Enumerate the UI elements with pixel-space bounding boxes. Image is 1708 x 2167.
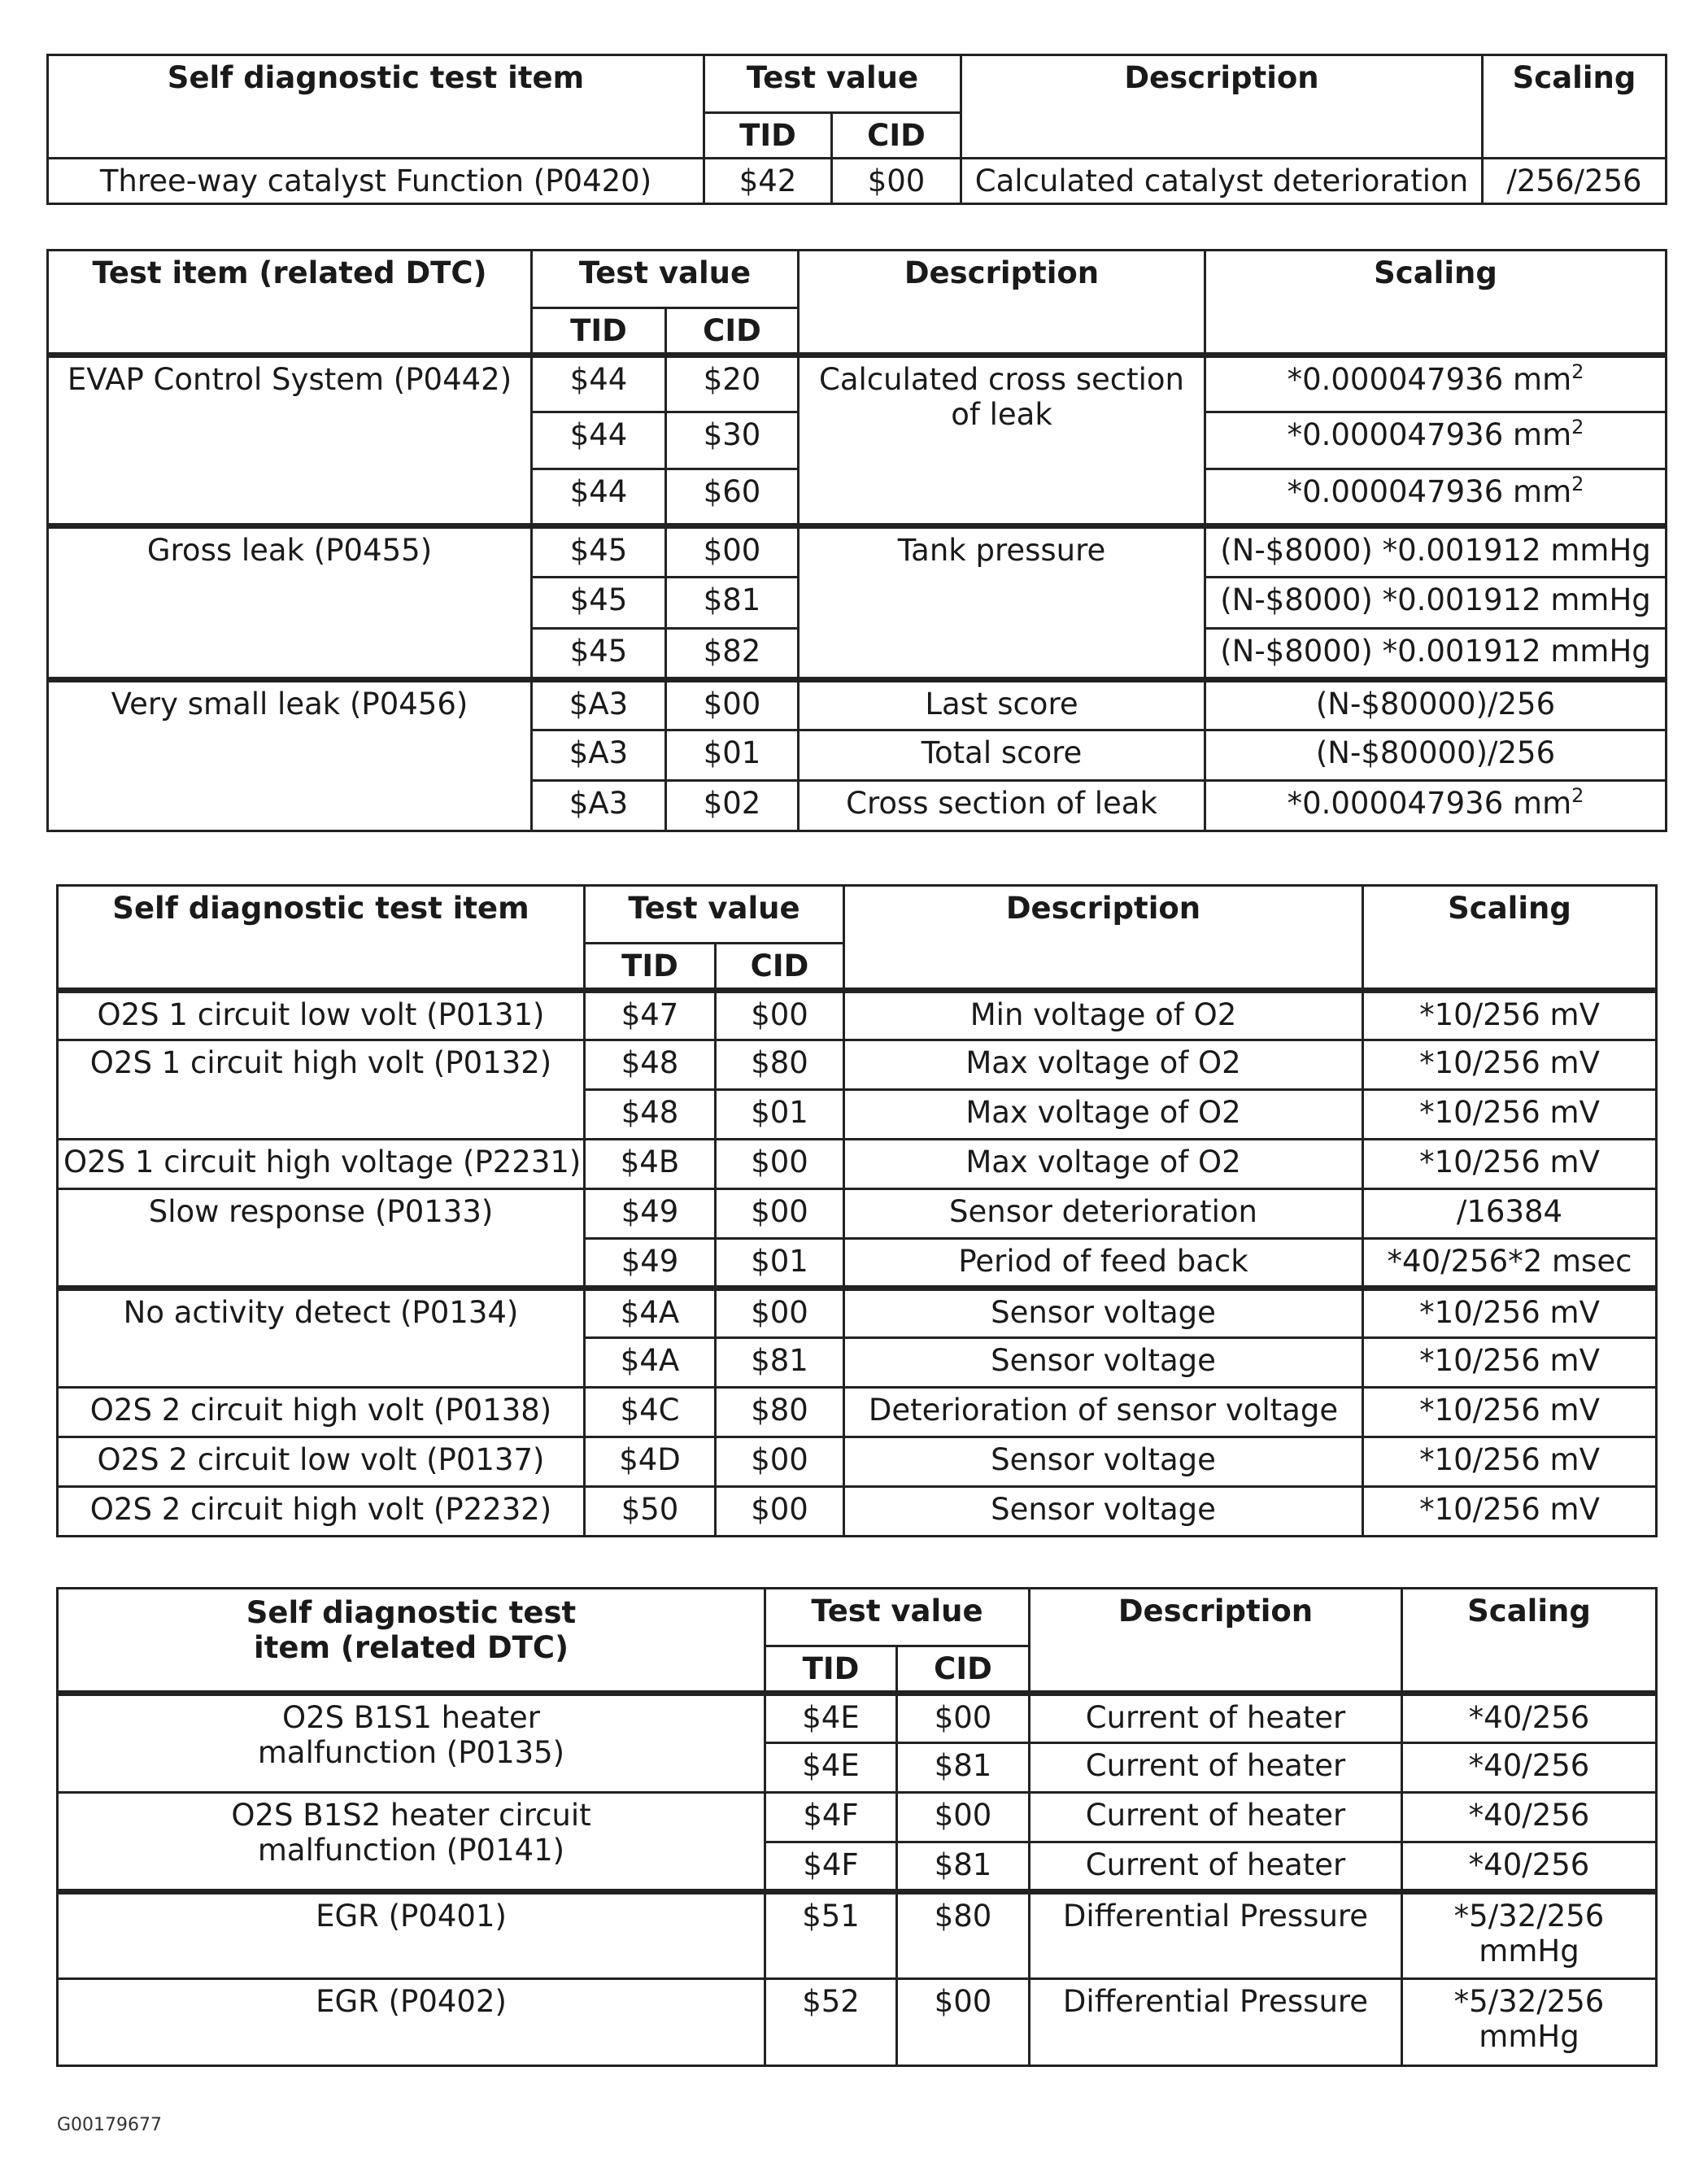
scaling: (N-$80000)/256	[1205, 679, 1667, 730]
header-tid: TID	[585, 944, 716, 991]
table-row	[58, 1040, 1657, 1089]
table-row	[48, 158, 1667, 203]
header-test-value: Test value	[585, 886, 844, 944]
tid-value: $49	[585, 1188, 716, 1238]
cid-value: $80	[897, 1891, 1030, 1978]
table-row	[58, 1486, 1657, 1536]
table-row	[58, 1978, 1657, 2065]
cid-value: $81	[897, 1842, 1030, 1891]
scaling-text: *0.000047936 mm	[1287, 361, 1572, 397]
scaling-exponent: 2	[1571, 783, 1584, 807]
test-item: Three-way catalyst Function (P0420)	[48, 158, 704, 203]
description: Current of heater	[1030, 1742, 1402, 1792]
header-description: Description	[1030, 1589, 1402, 1694]
test-item: Slow response (P0133)	[58, 1188, 585, 1288]
header-tid: TID	[532, 308, 666, 355]
tid-value: $44	[532, 469, 666, 525]
test-item: O2S B1S1 heater malfunction (P0135)	[58, 1693, 765, 1792]
header-test-item: Test item (related DTC)	[48, 251, 532, 355]
cid-value: $00	[897, 1792, 1030, 1842]
description: Sensor voltage	[844, 1288, 1363, 1337]
scaling: *10/256 mV	[1363, 1437, 1657, 1486]
tid-value: $4E	[765, 1742, 897, 1792]
scaling: *10/256 mV	[1363, 1139, 1657, 1188]
test-item: EVAP Control System (P0442)	[48, 355, 532, 525]
tid-value: $45	[532, 525, 666, 577]
cid-value: $00	[716, 990, 844, 1040]
table-row	[58, 1792, 1657, 1842]
scaling: /256/256	[1483, 158, 1667, 203]
header-scaling: Scaling	[1205, 251, 1667, 355]
description: Current of heater	[1030, 1842, 1402, 1891]
evap-test-table	[46, 249, 1667, 832]
tid-value: $4E	[765, 1693, 897, 1742]
table-row	[58, 1288, 1657, 1337]
description: Cross section of leak	[799, 780, 1205, 831]
cid-value: $02	[666, 780, 799, 831]
tid-value: $47	[585, 990, 716, 1040]
scaling: *40/256	[1402, 1742, 1657, 1792]
scaling: *10/256 mV	[1363, 1089, 1657, 1139]
tid-value: $48	[585, 1040, 716, 1089]
table-row	[58, 1387, 1657, 1437]
scaling: *10/256 mV	[1363, 1040, 1657, 1089]
header-test-item: Self diagnostic test item	[48, 55, 704, 159]
description: Calculated cross section of leak	[799, 355, 1205, 525]
description: Sensor voltage	[844, 1437, 1363, 1486]
test-item: O2S 2 circuit low volt (P0137)	[58, 1437, 585, 1486]
scaling: *40/256	[1402, 1693, 1657, 1742]
tid-value: $A3	[532, 730, 666, 780]
test-item: Very small leak (P0456)	[48, 679, 532, 831]
scaling: *10/256 mV	[1363, 1288, 1657, 1337]
test-item: O2S B1S2 heater circuit malfunction (P0141)	[58, 1792, 765, 1891]
cid-value: $82	[666, 628, 799, 679]
header-tid: TID	[765, 1646, 897, 1694]
catalyst-test-table	[46, 54, 1667, 205]
tid-value: $52	[765, 1978, 897, 2065]
cid-value: $00	[832, 158, 961, 203]
description: Current of heater	[1030, 1792, 1402, 1842]
scaling: (N-$8000) *0.001912 mmHg	[1205, 577, 1667, 628]
scaling: /16384	[1363, 1188, 1657, 1238]
cid-value: $20	[666, 355, 799, 412]
cid-value: $81	[666, 577, 799, 628]
tid-value: $A3	[532, 679, 666, 730]
header-cid: CID	[832, 113, 961, 159]
test-item: O2S 1 circuit low volt (P0131)	[58, 990, 585, 1040]
scaling	[1205, 412, 1667, 469]
description: Max voltage of O2	[844, 1040, 1363, 1089]
scaling: *40/256*2 msec	[1363, 1238, 1657, 1288]
scaling	[1205, 355, 1667, 412]
header-scaling: Scaling	[1363, 886, 1657, 991]
scaling: (N-$8000) *0.001912 mmHg	[1205, 525, 1667, 577]
description: Calculated catalyst deterioration	[961, 158, 1483, 203]
description: Sensor voltage	[844, 1337, 1363, 1387]
cid-value: $00	[666, 679, 799, 730]
description: Last score	[799, 679, 1205, 730]
test-item: EGR (P0402)	[58, 1978, 765, 2065]
test-item: O2S 1 circuit high volt (P0132)	[58, 1040, 585, 1139]
tid-value: $4A	[585, 1337, 716, 1387]
description: Max voltage of O2	[844, 1089, 1363, 1139]
header-cid: CID	[897, 1646, 1030, 1694]
tid-value: $4C	[585, 1387, 716, 1437]
tid-value: $45	[532, 577, 666, 628]
scaling: *5/32/256 mmHg	[1402, 1978, 1657, 2065]
header-cid: CID	[716, 944, 844, 991]
cid-value: $01	[716, 1089, 844, 1139]
scaling-text: *0.000047936 mm	[1287, 473, 1572, 509]
o2-sensor-test-table	[56, 884, 1658, 1537]
scaling: *10/256 mV	[1363, 1486, 1657, 1536]
scaling: *10/256 mV	[1363, 1387, 1657, 1437]
cid-value: $80	[716, 1040, 844, 1089]
cid-value: $00	[666, 525, 799, 577]
description: Current of heater	[1030, 1693, 1402, 1742]
table-row	[58, 990, 1657, 1040]
scaling: (N-$8000) *0.001912 mmHg	[1205, 628, 1667, 679]
cid-value: $00	[716, 1139, 844, 1188]
cid-value: $81	[716, 1337, 844, 1387]
header-tid: TID	[704, 113, 832, 159]
tid-value: $4B	[585, 1139, 716, 1188]
tid-value: $49	[585, 1238, 716, 1288]
cid-value: $00	[897, 1693, 1030, 1742]
tid-value: $4F	[765, 1842, 897, 1891]
cid-value: $00	[716, 1188, 844, 1238]
table-row	[48, 355, 1667, 412]
tid-value: $4F	[765, 1792, 897, 1842]
cid-value: $81	[897, 1742, 1030, 1792]
header-test-item: Self diagnostic test item (related DTC)	[58, 1589, 765, 1694]
scaling-exponent: 2	[1571, 360, 1584, 383]
test-item: EGR (P0401)	[58, 1891, 765, 1978]
test-item: O2S 2 circuit high volt (P2232)	[58, 1486, 585, 1536]
heater-egr-test-table	[56, 1587, 1658, 2067]
tid-value: $45	[532, 628, 666, 679]
scaling: *40/256	[1402, 1792, 1657, 1842]
header-test-value: Test value	[532, 251, 799, 308]
header-test-item: Self diagnostic test item	[58, 886, 585, 991]
test-item: O2S 1 circuit high voltage (P2231)	[58, 1139, 585, 1188]
cid-value: $00	[716, 1288, 844, 1337]
tid-value: $51	[765, 1891, 897, 1978]
table-row	[58, 1693, 1657, 1742]
test-item: O2S 2 circuit high volt (P0138)	[58, 1387, 585, 1437]
header-description: Description	[799, 251, 1205, 355]
tid-value: $42	[704, 158, 832, 203]
table-row	[48, 525, 1667, 577]
tid-value: $44	[532, 355, 666, 412]
scaling	[1205, 780, 1667, 831]
scaling: *5/32/256 mmHg	[1402, 1891, 1657, 1978]
scaling: *10/256 mV	[1363, 990, 1657, 1040]
description: Total score	[799, 730, 1205, 780]
scaling-text: *0.000047936 mm	[1287, 416, 1572, 452]
header-cid: CID	[666, 308, 799, 355]
cid-value: $80	[716, 1387, 844, 1437]
description: Sensor voltage	[844, 1486, 1363, 1536]
description: Min voltage of O2	[844, 990, 1363, 1040]
cid-value: $60	[666, 469, 799, 525]
description: Differential Pressure	[1030, 1978, 1402, 2065]
scaling-exponent: 2	[1571, 472, 1584, 495]
table-row	[58, 1437, 1657, 1486]
tid-value: $A3	[532, 780, 666, 831]
scaling: *40/256	[1402, 1842, 1657, 1891]
header-scaling: Scaling	[1483, 55, 1667, 159]
header-test-value: Test value	[704, 55, 961, 113]
header-description: Description	[844, 886, 1363, 991]
table-row	[48, 679, 1667, 730]
description: Sensor deterioration	[844, 1188, 1363, 1238]
scaling-text: *0.000047936 mm	[1287, 785, 1572, 821]
tid-value: $48	[585, 1089, 716, 1139]
scaling: *10/256 mV	[1363, 1337, 1657, 1387]
cid-value: $00	[897, 1978, 1030, 2065]
figure-code: G00179677	[57, 2115, 163, 2135]
cid-value: $01	[716, 1238, 844, 1288]
tid-value: $4D	[585, 1437, 716, 1486]
header-scaling: Scaling	[1402, 1589, 1657, 1694]
description: Deterioration of sensor voltage	[844, 1387, 1363, 1437]
table-row	[58, 1188, 1657, 1238]
description: Differential Pressure	[1030, 1891, 1402, 1978]
tid-value: $4A	[585, 1288, 716, 1337]
test-item: Gross leak (P0455)	[48, 525, 532, 679]
table-row	[58, 1891, 1657, 1978]
description: Tank pressure	[799, 525, 1205, 679]
scaling	[1205, 469, 1667, 525]
cid-value: $30	[666, 412, 799, 469]
table-row	[58, 1139, 1657, 1188]
scaling-exponent: 2	[1571, 415, 1584, 438]
description: Max voltage of O2	[844, 1139, 1363, 1188]
test-item: No activity detect (P0134)	[58, 1288, 585, 1387]
header-test-value: Test value	[765, 1589, 1030, 1646]
description: Period of feed back	[844, 1238, 1363, 1288]
cid-value: $00	[716, 1486, 844, 1536]
tid-value: $50	[585, 1486, 716, 1536]
scaling: (N-$80000)/256	[1205, 730, 1667, 780]
tid-value: $44	[532, 412, 666, 469]
header-description: Description	[961, 55, 1483, 159]
cid-value: $01	[666, 730, 799, 780]
cid-value: $00	[716, 1437, 844, 1486]
